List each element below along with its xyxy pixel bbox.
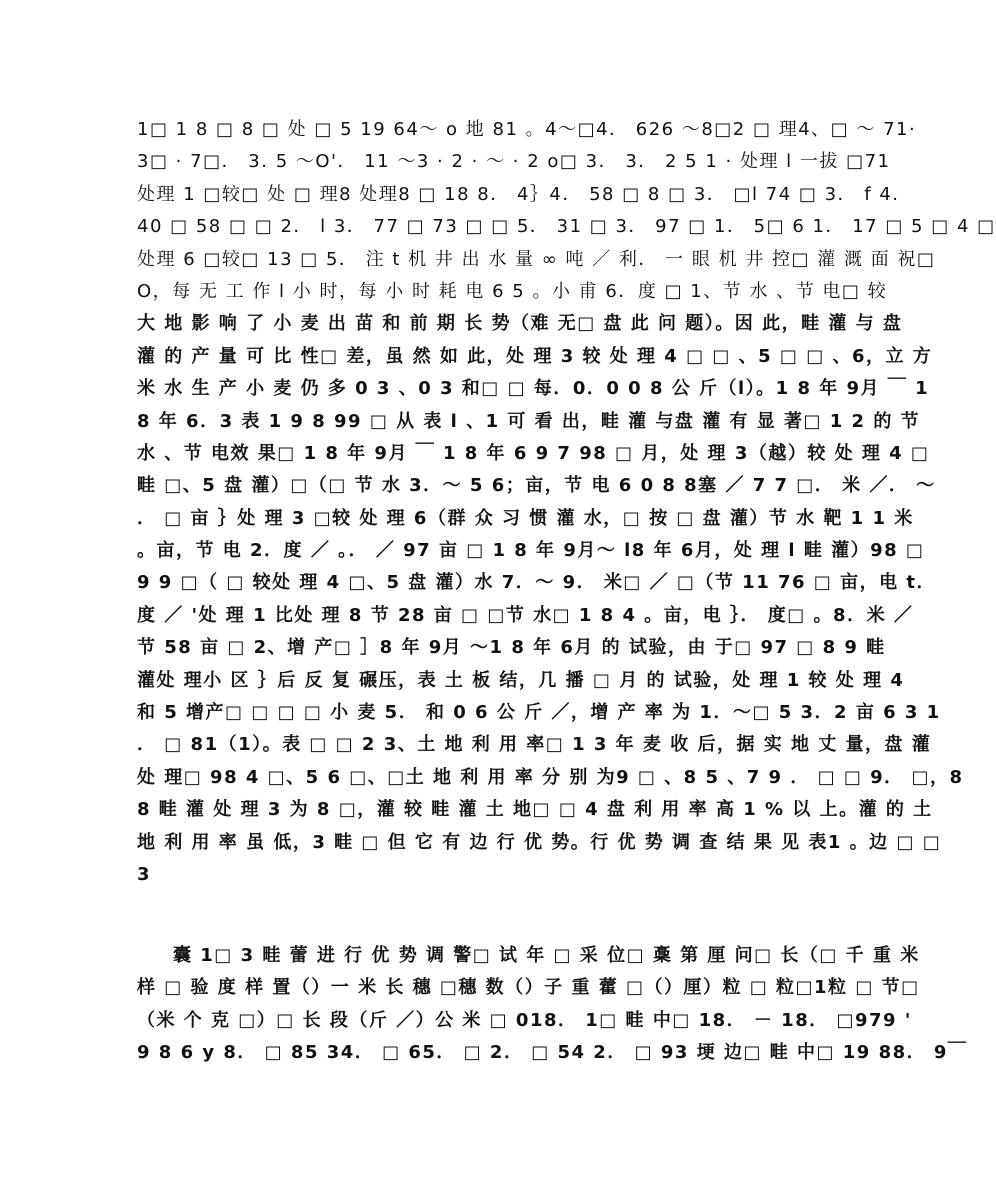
text-line: 囊 1□ 3 畦 蕾 进 行 优 势 调 警□ 试 年 □ 采 位□ 稾 第 厘 问□ 长（□ 千 重 米 (173, 945, 920, 966)
text-line: 米 水 生 产 小 麦 仍 多 0 3 、0 3 和□ □ 每．0．0 0 8 公 斤（l）。1 8 年 9月 ￣ 1 (137, 378, 930, 400)
text-line: 灌 的 产 量 可 比 性□ 差，虽 然 如 此，处 理 3 较 处 理 4 □ □ 、5 □ □ 、6，立 方 (137, 345, 933, 367)
text-line: 处理 6 □较□ 13 □ 5． 注 t 机 井 出 水 量 ∞ 吨 ／ 利． 一 眼 机 井 控□ 灌 溉 面 祝□ (137, 248, 936, 270)
text-line: 3 (137, 863, 152, 885)
text-line: 3□ · 7□． 3. 5 ～O'． 11 ～3 · 2 · ～ · 2 o□ 3． 3． 2 5 1 · 处理 l 一拔 □71 (137, 151, 891, 173)
body-paragraph (137, 114, 996, 891)
table-caption-paragraph (137, 940, 968, 1070)
text-line: 9 9 □（ □ 较处 理 4 □、5 盘 灌）水 7．～ 9． 米□ ／ □（节 11 76 □ 亩，电 t． (137, 572, 936, 594)
text-line: 。亩，节 电 2．度 ／ 。． ／ 97 亩 □ 1 8 年 9月～ l8 年 6月，处 理 l 畦 灌）98 □ (137, 540, 925, 562)
text-line: 1□ 1 8 □ 8 □ 处 □ 5 19 64～ o 地 81 。4～□4． 626 ～8□2 □ 理4、□ ～ 71· (137, 119, 917, 140)
text-line: 节 58 亩 □ 2、增 产□ ］8 年 9月 ～1 8 年 6月 的 试验，由 于□ 97 □ 8 9 畦 (137, 637, 886, 659)
text-line: 样 □ 验 度 样 置（）一 米 长 穗 □穗 数（）子 重 藿 □（）厘）粒 □ 粒□1粒 □ 节□ (137, 977, 920, 999)
text-line: ． □ 81（1）。表 □ □ 2 3、土 地 利 用 率□ 1 3 年 麦 收 后，据 实 地 丈 量，盘 灌 (137, 734, 932, 756)
text-line: O，每 无 工 作 l 小 时，每 小 时 耗 电 6 5 。小 甫 6．度 □ 1、节 水 、节 电□ 较 (137, 280, 888, 302)
text-line: 灌处 理小 区 ｝后 反 复 碾压，表 土 板 结，几 播 □ 月 的 试验，处 理 1 较 处 理 4 (137, 669, 905, 691)
text-line: 40 □ 58 □ □ 2． l 3． 77 □ 73 □ □ 5． 31 □ 3． 97 □ 1． 5□ 6 1． 17 □ 5 □ 4 □ (137, 216, 996, 238)
text-line: 地 利 用 率 虽 低，3 畦 □ 但 它 有 边 行 优 势。行 优 势 调 查 结 果 见 表1 。边 □ □ (137, 831, 942, 853)
text-line: （米 个 克 □）□ 长 段（斤 ／）公 米 □ 018． 1□ 畦 中□ 18． － 18． □979 ' (137, 1009, 912, 1031)
text-line: 处 理□ 98 4 □、5 6 □、□土 地 利 用 率 分 别 为9 □ 、8 5 、7 9 ． □ □ 9． □，8 (137, 766, 964, 788)
text-line: 8 畦 灌 处 理 3 为 8 □，灌 较 畦 灌 土 地□ □ 4 盘 利 用 率 高 1 % 以 上。灌 的 土 (137, 799, 933, 821)
text-line: 畦 □、5 盘 灌）□（□ 节 水 3．～ 5 6；亩，节 电 6 0 8 8塞 ／ 7 7 □． 米 ／． ～ (137, 475, 936, 497)
text-line: ． □ 亩 ｝处 理 3 □较 处 理 6（群 众 习 惯 灌 水，□ 按 □ 盘 灌）节 水 靶 1 1 米 (137, 507, 914, 529)
text-line: 度 ／ '处 理 1 比处 理 8 节 28 亩 □ □节 水□ 1 8 4 。亩，电 ｝． 度□ 。8．米 ／ (137, 604, 914, 626)
text-line: 和 5 增产□ □ □ □ 小 麦 5． 和 0 6 公 斤 ／，增 产 率 为 1．～□ 5 3．2 亩 6 3 1 (137, 702, 941, 724)
text-line: 9 8 6 y 8． □ 85 34． □ 65． □ 2． □ 54 2． □ 93 埂 边□ 畦 中□ 19 88． 9￣ (137, 1042, 968, 1064)
text-line: 水 、节 电效 果□ 1 8 年 9月 ￣ 1 8 年 6 9 7 98 □ 月，处 理 3（越）较 处 理 4 □ (137, 442, 930, 464)
text-line: 大 地 影 响 了 小 麦 出 苗 和 前 期 长 势（难 无□ 盘 此 问 题）。因 此，畦 灌 与 盘 (137, 313, 903, 335)
text-line: 8 年 6．3 表 1 9 8 99 □ 从 表 l 、1 可 看 出，畦 灌 与盘 灌 有 显 著□ 1 2 的 节 (137, 410, 921, 432)
text-line: 处理 1 □较□ 处 □ 理8 处理8 □ 18 8． 4｝4． 58 □ 8 □ 3． □l 74 □ 3． f 4. (137, 183, 900, 205)
